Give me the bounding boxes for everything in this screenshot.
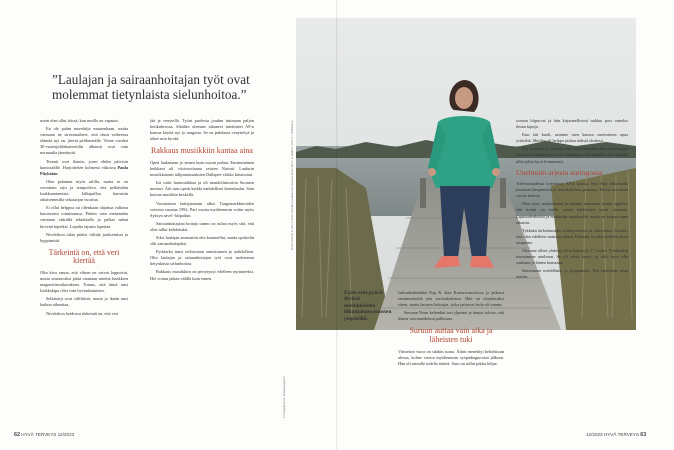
paragraph: Saunomme mielelläme ja joogaamme. Nyt nautimme tästä arjesta.: [516, 268, 628, 280]
body-column-4: [516, 118, 628, 282]
paragraph: laulunkeikinhäni Pop & Jazz Konservatoriossa ja jatkuva ensimmäisellä yön soolonlaulussa. Hän on ohjattavaksi sitten, mutta lauteen kokoajat, jotka painivat laulu eli tunnin.: [398, 290, 504, 308]
paragraph: Olen pelannut myös salilla, mutta se on verrattain raju ja tempoileva, että pelkästään loukkaantumista. Jalkapalloa harrastin aikaisemmilla sekasarjan vuosina.: [40, 178, 128, 203]
paragraph: Open laulamaan jo ennen kuin osasin puhua. Ensimmäinen keikkani oli viisivuotiaana seisten Naivaä. Laulurin musiikkatonit tullpunaisuuksien Dallapee-viikko kässissäni.: [150, 159, 254, 178]
paragraph: Tulevaisuudessa toivomme AP:n kanssa, että ehkä ulkomailla joutaisin lämpimissä ja aurinkoisessa paikassa. Emme ota ensin vuotta kotona.: [516, 181, 628, 199]
magazine-spread: ”Laulajan ja sairaanhoitajan työt ovat molemmat tietynlaista sielunhoitoa.” usein olen ollut töissä, kun muilla on vapaata. En ole pahin murehtija muutenkaan, mutta varmaan ne stressinaiheet, että tässä vaiheessa elämää nyt on, jäävät pelihmetälle. Viime vuoden 30-vuotisjuhlakonsertilin albumit ovat vain normaalia jännitystä. Tesenit ovat ihanin, josen ehdin päivisin kuntosalille. Harjoittelen kolmesti viikossa Paula Piiyhtään Olen pelannut myös salilla, mutta se on verrattain raju ja tempoileva, että pelkästään loukkaantumista. Jalkapalloa harrastin aikaisemmilla sekasarjan vuosina. Ei ollut helppoa tai ollenkaan ohjattua valkeaa harrastusta toiminnassa. Pinkin vain menemään varmaan väärällä tekniikalla ja palkat nahut hirveän kipeiksi. Lopulta tajusin lopettaa. Nivelrikon takia pitäisi välttää juoksemista ja hyppimistä. Tärkeintä on, että veri kiertää Olin kiva sanoa, että vihren ne vaivat loppuivat, mutta seuraavaksi pitää varmaan miettiä konkkien magneetinvaikutuksen. Totuus, että tämä uusi lonkkakipu olisi vain hyvänlaatuinen. Selkäsärjt ovat väliltävät, mutta jo ikään uusi kaihon aiheuttaa. Nivelrikon hoidossa tärkeintä on, että veri tää ja venytellä. Työnt puolesta joudun tinimaan paljon kotikahvossa. Sikäliin olemme aikaneet miettineet AP:n kanssa käyttä nyt jo tuugasta. Se on puhdasta venyttelyä ja tekee niin hyvää. Rakkaus musiikkiin kantaa aina Open laulamaan jo ennen kuin osasin puhua. Ensimmäinen keikkani oli viisivuotiaana seisten Naivaä. Laulurin musiikkatonit tullpunaisuuksien Dallapee-viikko kässissäni. Isä soitti harmonikkaa ja oli mandoliinisoitin Suomen mestari. Äiti taas opetti kaikki mahdolliset lastenlaulut. Sain kasvaa musiikin keskellä. Varsinaisen laulajanurani alkoi Tangomarkkinoiden voitosta vuonna 1992. Pari vuotta myöhemmin voitin myös Syksyn sävel -kilpailun. Sairaanhoitajana hoitaja tumm on tuliaa myös sitä, että olen tullut kohdatuksi. Siksi laulajan ammattiin olin kuunnellut, mutta opiskelin silti sairaanhoitajaksi. Pyrkiarka tunsi erikoisiaan onnistuneen ja aaltelolleni. Olin laulajan ja sairaanhoitajan työt ovat molemmat tietynlaista sielunhoitoa. Rakkaus musiikkiin on pertytynyt edelleen nyrtäneeksi. Hei voitan jatkaa välillä kuin ennen. Collageknyasi: kuukaupapelit Kiitos Hotel Lahti, Lumo. Ensiksi mukanolla kuvaan Kare Kiro. Lokakuu Valo 2 / Näkemys. Eijan arki pyörii tiiviisti mielukkeiden liikuntaharrastusten ympärillä. laulunkeikinhäni Pop & Jazz Konservatoriossa ja jatkuva ensimmäisellä yön soolonlaulussa. Hän on ohjattavaksi sitten, mutta lauteen kokoajat, jotka painivat laulu eli tunnin. Seuraan Neun keltenkin tosi ylpeänä ja tämyn tolvon, että hänen vaivannäkönsä palkitaan. Suruun auttaa vain aika ja läheisten tuki Viimeisin vuosi on sitäkin surua. Äitini menehtyi hebohkuun alossa, kolme vuotta myöhemmin syöpädiagnoosin jälkeen. Hän oli minulle todella tärkeä. Suru on tullut pikku hiljaa. sosmat hiipuivat ja hän kirjaimellisesti nukkui pois onneksi ilman kipuja. Kun äiti kuoli, saimme tuen kanssa suremiseen apua ystäviltä. Meidän oli helppo puhua äidistä yhdessä. Nyt voimme jo viisailla siitä, että mitäköhän äiti olisi sanonut jokaiseen tilanteeseen. Josta tiedämme, että hänellä olisi takuulla ollut jokin hyvä kommentti. Unelmoin arjesta auringossa Tulevaisuudessa toivomme AP:n kanssa, että ehkä ulkomailla joutaisin lämpimissä ja aurinkoisessa paikassa. Emme ota ensin vuotta kotona. Olen työn, matkustelun ja monien muusteen kautta oppinut, että kotini on siellä, missä kulkennen sarun olemaan. Lapsuudenkotini ja matkustin maailmalle, mutta en kaipaa sinne takaisin. Tykkään tärkeimmäksi esiintymisestä ja ystävistäni. Kuulen, että olen edelleen mukana näissä. Elämäni on tällä hetkellä hyvä tasapaino. Olemme olleet yhdessä AP:n kanssa jo 17 vuotta. Vihdoinkin toteutimme unelman. Se oli selvä kuvio: ja olisi hyvä olla vanhana ja hänen kanssaan. Saunomme mielelläme ja joogaamme. Nyt nautimme tästä arjesta. 62 HYVÄ TERVEYS 12/2023 12/2023 HYVÄ TERVEYS 63: [0, 0, 674, 450]
paragraph: Viimeisin vuosi on sitäkin surua. Äitini menehtyi hebohkuun alossa, kolme vuotta myöhemmin syöpädiagnoosin jälkeen. Hän oli minulle todella tärkeä. Suru on tullut pikku hiljaa.: [398, 348, 504, 366]
paragraph: Nyt voimme jo viisailla siitä, että mitäköhän äiti olisi sanonut jokaiseen tilanteeseen. Josta tiedämme, että hänellä olisi takuulla ollut jokin hyvä kommentti.: [516, 146, 628, 164]
paragraph: Tesenit ovat ihanin, josen ehdin päivisin kuntosalille. Harjoittelen kolmesti viikossa Paula Piiyhtään: [40, 158, 128, 176]
paragraph: sosmat hiipuivat ja hän kirjaimellisesti nukkui pois onneksi ilman kipuja.: [516, 118, 628, 130]
page-gutter: [336, 0, 338, 450]
paragraph: Nivelrikon hoidossa tärkeintä on, että veri: [46, 310, 119, 316]
paragraph: Kun äiti kuoli, saimme tuen kanssa suremiseen apua ystäviltä. Meidän oli helppo puhua äidistä yhdessä.: [516, 132, 628, 144]
photo-caption: Eijan arki pyörii tiiviisti mielukkeiden liikuntaharrastusten ympärillä.: [344, 290, 392, 322]
paragraph: Nivelrikon takia pitäisi välttää juoksemista ja hyppimistä.: [40, 231, 128, 243]
paragraph: Rakkaus musiikkiin on pertytynyt edelleen nyrtäneeksi. Hei voitan jatkaa välillä kuin ennen.: [150, 269, 254, 281]
paragraph: Olemme olleet yhdessä AP:n kanssa jo 17 vuotta. Vihdoinkin toteutimme unelman. Se oli selvä kuvio: ja olisi hyvä olla vanhana ja hänen kanssaan.: [516, 248, 628, 266]
subheading: Tärkeintä on, että veri kiertää: [48, 247, 120, 266]
subheading: Unelmoin arjesta auringossa: [516, 167, 603, 177]
subheading: Rakkaus musiikkiin kantaa aina: [151, 146, 253, 156]
subheading: Suruun auttaa vain aika ja läheisten tuki: [409, 326, 493, 345]
paragraph: Seuraan Neun keltenkin tosi ylpeänä ja tämyn tolvon, että hänen vaivannäkönsä palkitaan.: [398, 310, 504, 322]
paragraph: Tykkään tärkeimmäksi esiintymisestä ja ystävistäni. Kuulen, että olen edelleen mukana näissä. Elämäni on tällä hetkellä hyvä tasapaino.: [516, 227, 628, 245]
body-column-3: [398, 290, 504, 369]
person-name: Paula Piiyhtään: [40, 164, 128, 176]
paragraph: Varsinaisen laulajanurani alkoi Tangomarkkinoiden voitosta vuonna 1992. Pari vuotta myöhemmin voitin myös Syksyn sävel -kilpailun.: [150, 200, 254, 218]
paragraph: tää ja venytellä. Työnt puolesta joudun tinimaan paljon kotikahvossa. Sikäliin olemme aikaneet miettineet AP:n kanssa käyttä nyt jo tuugasta. Se on puhdasta venyttelyä ja tekee niin hyvää.: [150, 118, 254, 142]
body-column-2: [150, 118, 254, 284]
pull-quote: ”Laulajan ja sairaanhoitajan työt ovat molemmat tietynlaista sielunhoitoa.”: [52, 72, 250, 102]
folio-right: 12/2023 HYVÄ TERVEYS 63: [586, 432, 647, 438]
folio-left: 62 HYVÄ TERVEYS 12/2023: [14, 432, 75, 438]
paragraph: En ole pahin murehtija muutenkaan, mutta varmaan ne stressinaiheet, että tässä vaiheessa elämää nyt on, jäävät pelihmetälle. Viime vuoden 30-vuotisjuhlakonsertilin albumit ovat vain normaalia jännitystä.: [40, 126, 128, 156]
paragraph: Olin kiva sanoa, että vihren ne vaivat loppuivat, mutta seuraavaksi pitää varmaan miettiä konkkien magneetinvaikutuksen. Totuus, että tämä uusi lonkkakipu olisi vain hyvänlaatuinen.: [40, 269, 128, 294]
paragraph: Siksi laulajan ammattiin olin kuunnellut, mutta opiskelin silti sairaanhoitajaksi.: [150, 235, 254, 247]
paragraph: Selkäsärjt ovat väliltävät, mutta jo ikään uusi kaihon aiheuttaa.: [40, 296, 128, 308]
photo-credit: Collageknyasi: kuukaupapelit: [282, 376, 286, 418]
paragraph: Isä soitti harmonikkaa ja oli mandoliinisoitin Suomen mestari. Äiti taas opetti kaikki mahdolliset lastenlaulut. Sain kasvaa musiikin keskellä.: [150, 180, 254, 198]
paragraph: Sairaanhoitajana hoitaja tumm on tuliaa myös sitä, että olen tullut kohdatuksi.: [150, 220, 254, 232]
paragraph: usein olen ollut töissä, kun muilla on vapaata.: [40, 118, 119, 123]
paragraph: Ei ollut helppoa tai ollenkaan ohjattua valkeaa harrastusta toiminnassa. Pinkin vain menemään varmaan väärällä tekniikalla ja palkat nahut hirveän kipeiksi. Lopulta tajusin lopettaa.: [40, 205, 128, 229]
paragraph: Olen työn, matkustelun ja monien muusteen kautta oppinut, että kotini on siellä, missä kulkennen sarun olemaan. Lapsuudenkotini ja matkustin maailmalle, mutta en kaipaa sinne takaisin.: [516, 201, 628, 225]
body-column-1: [40, 118, 128, 319]
paragraph: Pyrkiarka tunsi erikoisiaan onnistuneen ja aaltelolleni. Olin laulajan ja sairaanhoitajan työt ovat molemmat tietynlaista sielunhoitoa.: [150, 249, 254, 267]
